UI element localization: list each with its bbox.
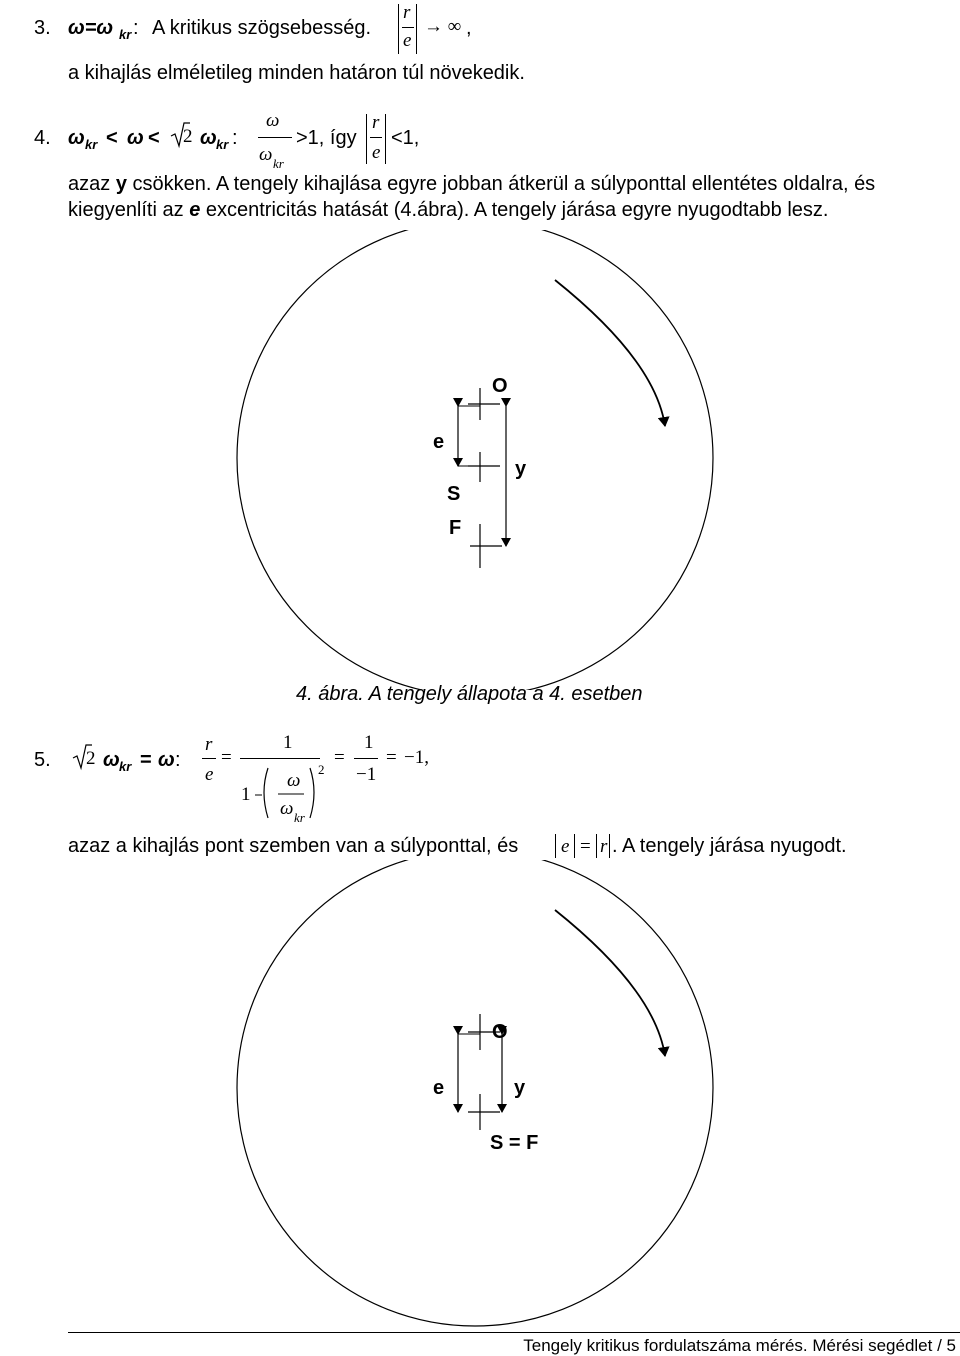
item-3-line-2: a kihajlás elméletileg minden határon túl növekedik. [68, 62, 525, 84]
item-5-kr: kr [119, 759, 132, 774]
item-4-lt-2: < [148, 127, 160, 149]
eq-e: e [205, 764, 214, 785]
item-5-colon: : [175, 749, 181, 771]
item-4-kr: kr [85, 137, 98, 152]
eq-one-num: 1 [283, 732, 293, 753]
abs-bar-left [398, 4, 399, 54]
item-5-eq: = [140, 749, 152, 771]
item-4-number: 4. [34, 127, 51, 149]
frac-bar [402, 27, 414, 28]
eq-kr-sub: kr [294, 810, 305, 825]
label-O: O [492, 375, 508, 397]
abs-r: r [600, 836, 608, 857]
item-5-line-post: . A tengely járása nyugodt. [612, 835, 847, 857]
item-5-omega-2: ω [158, 749, 175, 771]
item-4-gt-one: >1, így [296, 127, 357, 149]
eq-bar-2 [354, 758, 378, 759]
frac-omega-den-sub: kr [273, 156, 284, 171]
item-4-sqrt-two: 2 [183, 126, 193, 147]
footer-rule [68, 1332, 960, 1333]
abs-r-left [596, 834, 597, 858]
item-4-omega-mid: ω [127, 127, 144, 149]
frac-bar-omega [258, 137, 292, 138]
figure-4-diagram [0, 230, 960, 690]
shaft-circle-5 [237, 860, 713, 1326]
eq-omega-in: ω [287, 770, 301, 791]
azaz: azaz [68, 173, 111, 195]
abs-bar-left-2 [366, 114, 367, 164]
item-3-colon: : [133, 17, 139, 39]
item-5-number: 5. [34, 749, 51, 771]
item-4-para-line-2 [68, 198, 828, 222]
abs-e: e [561, 836, 570, 857]
abs-bar-right [416, 4, 417, 54]
eq-omega-kr: ω [280, 798, 294, 819]
item-3-text: A kritikus szögsebesség. [152, 17, 371, 39]
abs-r-right [609, 834, 610, 858]
abs-e-right [574, 834, 575, 858]
label-y-5: y [514, 1077, 526, 1099]
arrow-infinity: → ∞ [424, 16, 462, 37]
item-4-colon: : [232, 127, 238, 149]
shaft-circle [237, 230, 713, 690]
eq-equals-3: = [386, 747, 397, 768]
frac-bar-2 [370, 137, 382, 138]
item-4-lt-one: <1, [391, 127, 420, 149]
item-4-omega: ω [68, 127, 85, 149]
rotation-arrow [555, 280, 665, 426]
item-4-line-1-rest: csökken. A tengely kihajlása egyre jobban átkerül a súlyponttal ellentétes oldalra, és [132, 173, 876, 195]
item-3-number: 3. [34, 17, 51, 39]
eq-minus-one: −1, [404, 747, 429, 768]
frac-r-2: r [372, 112, 380, 133]
item-5-line-pre: azaz a kihajlás pont szemben van a súlyponttal, és [68, 835, 519, 857]
item-4-kr-2: kr [216, 137, 229, 152]
item-5-sqrt-two: 2 [86, 748, 96, 769]
item-5-omega: ω [103, 749, 120, 771]
figure-4-caption: 4. ábra. A tengely állapota a 4. esetben [296, 683, 643, 705]
eq-exp-2: 2 [318, 762, 325, 777]
eq-bar-main [240, 758, 320, 759]
label-O-5: O [492, 1021, 508, 1043]
abs-bar-right-2 [385, 114, 386, 164]
item-3-omega-eq: ω=ω [68, 17, 114, 39]
item-4-lt-1: < [106, 127, 118, 149]
eq-equals-1: = [221, 747, 232, 768]
y-symbol: y [115, 173, 127, 195]
label-y: y [515, 458, 527, 480]
label-F: F [449, 517, 462, 539]
eq-r: r [205, 734, 213, 755]
abs-eq: = [580, 836, 591, 857]
abs-e-left [555, 834, 556, 858]
item-3-kr-subscript: kr [119, 27, 132, 42]
label-e-5: e [433, 1077, 445, 1099]
frac-omega-num: ω [266, 110, 280, 131]
item-4-para-line-1 [68, 172, 875, 196]
frac-e: e [403, 30, 412, 51]
frac-r: r [403, 2, 411, 23]
label-S: S [447, 483, 461, 505]
item-4-omega-2: ω [200, 127, 217, 149]
frac-omega-den: ω [259, 144, 273, 165]
eq-one-minus: 1 [241, 784, 251, 805]
item-4-line-2-rest: excentricitás hatását (4.ábra). A tengely járása egyre nyugodtabb lesz. [205, 199, 829, 221]
eq-minus-one-den: −1 [356, 764, 377, 785]
eq-equals-2: = [334, 747, 345, 768]
item-3-comma: , [466, 17, 472, 39]
eq-one-num-2: 1 [364, 732, 374, 753]
label-S-equals-F: S = F [490, 1132, 539, 1154]
e-symbol: e [189, 199, 201, 221]
eq-bar-r-e [202, 758, 216, 759]
frac-e-2: e [372, 142, 381, 163]
label-e: e [433, 431, 445, 453]
figure-5-diagram [0, 860, 960, 1330]
item-4-line-2-pre: kiegyenlíti az [68, 199, 184, 221]
page-footer: Tengely kritikus fordulatszáma mérés. Mérési segédlet / 5 [523, 1336, 956, 1355]
rotation-arrow-5 [555, 910, 665, 1056]
